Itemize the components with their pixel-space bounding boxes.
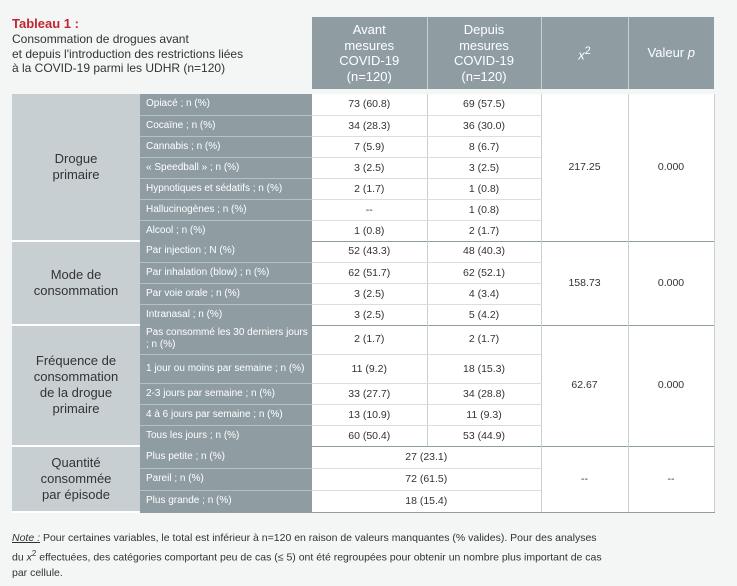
chi2-value: 217.25 — [541, 94, 628, 241]
value-after: 69 (57.5) — [427, 94, 541, 115]
row-label: Par inhalation (blow) ; n (%) — [140, 262, 312, 283]
value-after: 11 (9.3) — [427, 404, 541, 425]
value-after: 48 (40.3) — [427, 241, 541, 262]
table-body — [12, 94, 714, 512]
value-before: 1 (0.8) — [312, 220, 427, 241]
table-label: Tableau 1 : — [12, 16, 79, 31]
row-label: Opiacé ; n (%) — [140, 94, 312, 115]
p-value: -- — [628, 446, 714, 512]
value-before: 2 (1.7) — [312, 325, 427, 354]
value-before: 3 (2.5) — [312, 304, 427, 325]
chi2-value: 158.73 — [541, 241, 628, 325]
row-label: 2-3 jours par semaine ; n (%) — [140, 383, 312, 404]
value-after: 36 (30.0) — [427, 115, 541, 136]
table-row — [12, 241, 714, 262]
row-label: Cannabis ; n (%) — [140, 136, 312, 157]
value-before: 52 (43.3) — [312, 241, 427, 262]
row-label: Alcool ; n (%) — [140, 220, 312, 241]
value-after: 5 (4.2) — [427, 304, 541, 325]
value-after: 18 (15.3) — [427, 354, 541, 383]
p-value: 0.000 — [628, 325, 714, 446]
value-before: 13 (10.9) — [312, 404, 427, 425]
value-before: 7 (5.9) — [312, 136, 427, 157]
table-row — [12, 446, 714, 468]
value-after: 2 (1.7) — [427, 325, 541, 354]
value-before: 2 (1.7) — [312, 178, 427, 199]
table-note: Note : Pour certaines variables, le total est inférieur à n=120 en raison de valeurs manquantes (% valides). Pour des analyses du $x^2$ effectuées, des catégories comportant peu de cas (≤ 5) ont été regroupées pour obtenir un nombre plus important de cas par cellule. — [12, 532, 602, 579]
header-before: Avant mesures COVID-19 (n=120) — [312, 17, 427, 89]
value-before: 33 (27.7) — [312, 383, 427, 404]
row-label: Par voie orale ; n (%) — [140, 283, 312, 304]
row-label: Tous les jours ; n (%) — [140, 425, 312, 446]
value-before: 60 (50.4) — [312, 425, 427, 446]
table-row — [12, 94, 714, 115]
value-after: 62 (52.1) — [427, 262, 541, 283]
header-p-value: Valeur p — [628, 17, 714, 89]
row-label: Pareil ; n (%) — [140, 468, 312, 490]
row-label: Par injection ; N (%) — [140, 241, 312, 262]
merged-value: 18 (15.4) — [312, 490, 541, 512]
header-after: Depuis mesures COVID-19 (n=120) — [427, 17, 541, 89]
drug-use-table — [12, 17, 715, 513]
value-after: 1 (0.8) — [427, 178, 541, 199]
group-name: Mode de consommation — [12, 241, 140, 325]
merged-value: 72 (61.5) — [312, 468, 541, 490]
value-before: 73 (60.8) — [312, 94, 427, 115]
value-before: 3 (2.5) — [312, 157, 427, 178]
table-title — [12, 16, 312, 76]
row-label: Hypnotiques et sédatifs ; n (%) — [140, 178, 312, 199]
value-after: 4 (3.4) — [427, 283, 541, 304]
table-row — [12, 325, 714, 354]
value-after: 2 (1.7) — [427, 220, 541, 241]
row-label: 1 jour ou moins par semaine ; n (%) — [140, 354, 312, 383]
value-after: 8 (6.7) — [427, 136, 541, 157]
p-value: 0.000 — [628, 94, 714, 241]
group-name: Quantité consommée par épisode — [12, 446, 140, 512]
merged-value: 27 (23.1) — [312, 446, 541, 468]
row-label: Cocaïne ; n (%) — [140, 115, 312, 136]
group-name: Fréquence de consommation de la drogue primaire — [12, 325, 140, 446]
chi2-value: 62.67 — [541, 325, 628, 446]
value-after: 3 (2.5) — [427, 157, 541, 178]
table-caption-line: à la COVID-19 parmi les UDHR (n=120) — [12, 61, 226, 75]
row-label: Plus petite ; n (%) — [140, 446, 312, 468]
value-after: 53 (44.9) — [427, 425, 541, 446]
header-chi2: $x^2$ — [541, 17, 628, 89]
chi2-value: -- — [541, 446, 628, 512]
row-label: 4 à 6 jours par semaine ; n (%) — [140, 404, 312, 425]
value-after: 34 (28.8) — [427, 383, 541, 404]
table-caption-line: et depuis l'introduction des restrictions liées — [12, 46, 244, 61]
row-label: Intranasal ; n (%) — [140, 304, 312, 325]
value-before: -- — [312, 199, 427, 220]
row-label: Pas consommé les 30 derniers jours ; n (%) — [140, 325, 312, 354]
p-value: 0.000 — [628, 241, 714, 325]
row-label: « Speedball » ; n (%) — [140, 157, 312, 178]
value-before: 34 (28.3) — [312, 115, 427, 136]
row-label: Hallucinogènes ; n (%) — [140, 199, 312, 220]
value-before: 11 (9.2) — [312, 354, 427, 383]
table-caption-line: Consommation de drogues avant — [12, 32, 189, 46]
value-before: 62 (51.7) — [312, 262, 427, 283]
row-label: Plus grande ; n (%) — [140, 490, 312, 512]
note-label: Note : — [12, 532, 41, 544]
value-before: 3 (2.5) — [312, 283, 427, 304]
group-name: Drogue primaire — [12, 94, 140, 241]
value-after: 1 (0.8) — [427, 199, 541, 220]
